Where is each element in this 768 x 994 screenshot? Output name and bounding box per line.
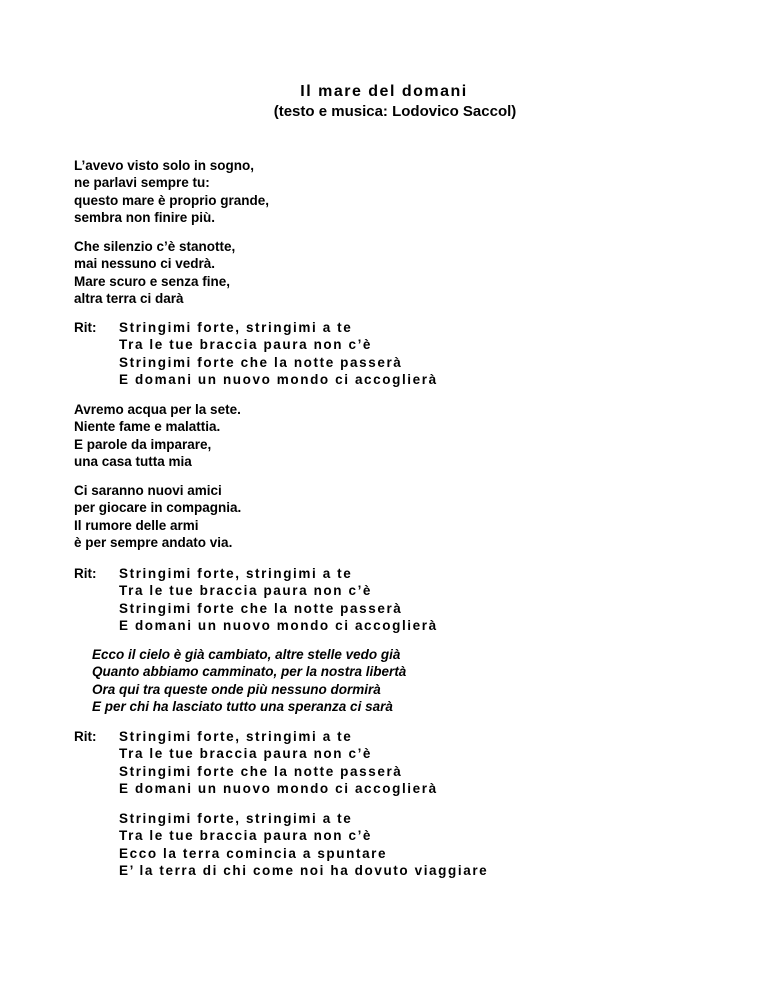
chorus-line: Stringimi forte, stringimi a te — [119, 566, 353, 581]
chorus-line: E’ la terra di chi come noi ha dovuto viaggiare — [119, 862, 489, 878]
verse-line: Che silenzio c’è stanotte, — [74, 239, 236, 254]
chorus-label: Rit: — [74, 320, 97, 335]
verse-1 — [74, 157, 269, 226]
verse-line: Niente fame e malattia. — [74, 419, 221, 435]
chorus-line: Ecco la terra comincia a spuntare — [119, 845, 388, 861]
chorus-line: Tra le tue braccia paura non c’è — [119, 828, 373, 844]
chorus-line: Tra le tue braccia paura non c’è — [119, 583, 373, 599]
bridge-line: Ecco il cielo è già cambiato, altre stelle vedo già — [92, 647, 401, 662]
chorus-line: E domani un nuovo mondo ci accoglierà — [119, 617, 438, 633]
verse-line: Il rumore delle armi — [74, 517, 199, 533]
verse-2 — [74, 238, 235, 307]
verse-line: sembra non finire più. — [74, 209, 216, 225]
verse-line: L’avevo visto solo in sogno, — [74, 158, 255, 173]
bridge-line: E per chi ha lasciato tutto una speranza ci sarà — [92, 698, 393, 714]
chorus-line: Stringimi forte, stringimi a te — [119, 729, 353, 744]
song-credits: (testo e musica: Lodovico Saccol) — [273, 103, 517, 120]
chorus-line: Stringimi forte, stringimi a te — [119, 320, 353, 335]
chorus-line: Stringimi forte, stringimi a te — [119, 811, 353, 826]
chorus-line: E domani un nuovo mondo ci accoglierà — [119, 371, 438, 387]
chorus-label: Rit: — [74, 729, 97, 744]
bridge-line: Ora qui tra queste onde più nessuno dormirà — [92, 681, 381, 697]
chorus-label: Rit: — [74, 566, 97, 581]
verse-line: ne parlavi sempre tu: — [74, 175, 210, 191]
verse-3 — [74, 401, 241, 470]
song-title: Il mare del domani — [300, 83, 468, 100]
verse-line: è per sempre andato via. — [74, 534, 233, 550]
verse-line: mai nessuno ci vedrà. — [74, 256, 216, 272]
verse-line: Mare scuro e senza fine, — [74, 273, 231, 289]
chorus-line: Tra le tue braccia paura non c’è — [119, 337, 373, 353]
verse-line: Ci saranno nuovi amici — [74, 483, 222, 498]
bridge — [92, 646, 406, 715]
verse-line: E parole da imparare, — [74, 436, 212, 452]
verse-line: altra terra ci darà — [74, 290, 184, 306]
verse-line: questo mare è proprio grande, — [74, 192, 270, 208]
verse-line: per giocare in compagnia. — [74, 500, 242, 516]
chorus-line: Tra le tue braccia paura non c’è — [119, 746, 373, 762]
chorus-line: Stringimi forte che la notte passerà — [119, 600, 403, 616]
bridge-line: Quanto abbiamo camminato, per la nostra libertà — [92, 664, 407, 680]
verse-line: una casa tutta mia — [74, 453, 192, 469]
verse-4 — [74, 482, 241, 551]
verse-line: Avremo acqua per la sete. — [74, 402, 241, 417]
chorus-line: Stringimi forte che la notte passerà — [119, 354, 403, 370]
chorus-line: E domani un nuovo mondo ci accoglierà — [119, 780, 438, 796]
chorus-line: Stringimi forte che la notte passerà — [119, 763, 403, 779]
